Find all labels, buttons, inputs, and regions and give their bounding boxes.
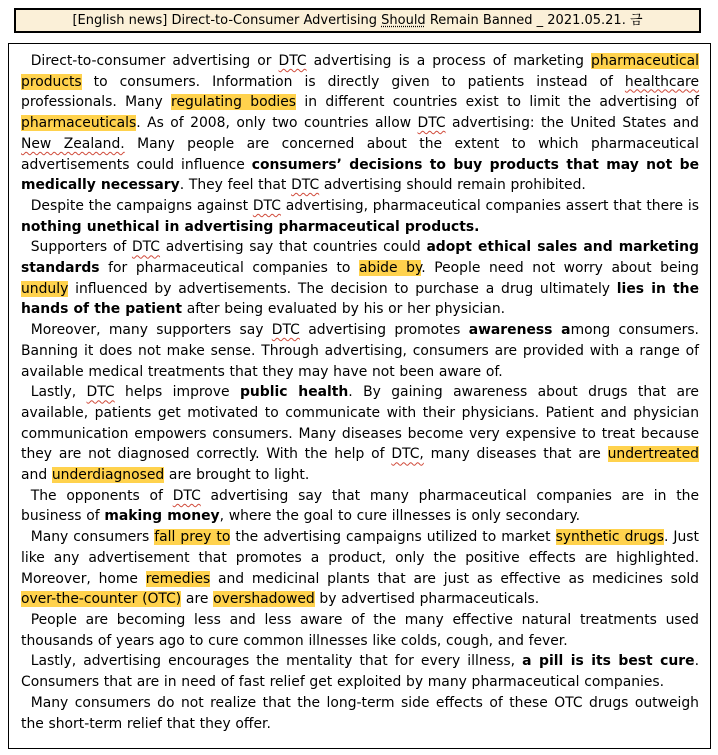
text-run: in different countries exist to limit the advertising of [296,94,699,111]
bold-phrase: nothing unethical in advertising pharmaceutical products. [21,218,480,235]
bold-phrase: making money [104,508,220,525]
text-run: , where the goal to cure illnesses is only secondary. [219,508,580,525]
paragraph [21,196,699,237]
text-run: advertising should remain prohibited. [319,177,586,194]
highlighted-term: unduly [21,280,69,297]
text-run: . As of 2008, only two countries allow [136,115,418,132]
text-run: helps improve [114,384,240,401]
highlighted-term: regulating bodies [171,94,297,111]
spellcheck-word: DTC [291,177,320,194]
highlighted-term: pharmaceuticals [21,115,137,132]
text-run: many diseases that are [423,446,608,463]
spellcheck-word: healthcare [624,73,699,90]
text-run: . Consumers that are in need of fast relief get exploited by many pharmaceutical companies. [21,653,699,691]
text-run: Lastly, advertising encourages the mentality that for every illness, [30,653,523,670]
highlighted-term: abide by [358,260,422,277]
text-run: to consumers. Information is directly given to patients instead of [81,73,625,90]
bold-phrase: a pill is its best cure [522,653,695,670]
title-suffix: Remain Banned _ 2021.05.21. 금 [425,13,643,28]
paragraph [21,382,699,486]
text-run: advertising, pharmaceutical companies assert that there is [280,197,699,214]
spellcheck-word: DTC [417,115,446,132]
spellcheck-word: DTC [271,322,300,339]
paragraph [21,320,699,382]
highlighted-term: remedies [145,570,211,587]
spellcheck-word: DTC [172,487,201,504]
text-run: professionals. Many [21,94,172,111]
text-run: the advertising campaigns utilized to market [230,529,556,546]
highlighted-term: fall prey to [154,529,231,546]
text-run: and [21,467,52,484]
title-underlined-word: Should [381,13,426,28]
text-run: are [181,591,214,608]
paragraph [21,693,699,734]
title-prefix: [English news] Direct-to-Consumer Advertising [72,13,382,28]
text-run: Many people are concerned about the extent to which pharmaceutical advertisements could influence [21,135,699,173]
text-run: Lastly, [30,384,87,401]
paragraph [21,486,699,527]
bold-phrase: lies in the hands of the patient [21,280,699,318]
text-run: . They feel that [179,177,292,194]
bold-phrase: adopt ethical sales and marketing standards [21,239,699,277]
bold-phrase: awareness a [468,322,571,339]
spellcheck-word: DTC [86,384,115,401]
spellcheck-word: DTC [278,53,307,69]
highlighted-term: pharmaceutical products [21,53,699,90]
text-run: Direct-to-consumer advertising or [30,53,279,69]
spellcheck-word: DTC [131,239,161,256]
text-run: Supporters of [30,239,132,256]
paragraph [21,610,699,651]
paragraph [21,51,699,196]
highlighted-term: synthetic drugs [555,529,664,546]
text-run: influenced by advertisements. The decision to purchase a drug ultimately [68,280,617,297]
article-body [8,43,711,749]
text-run: advertising: the United States and [445,115,699,132]
paragraph [21,237,699,320]
text-run: mong consumers. Banning it does not make sense. Through advertising, consumers are provided with a range of available medical treatments that they may have not been aware of. [21,322,699,380]
text-run: . Just like any advertisement that promotes a product, only the positive effects are highlighted. Moreover, home [21,529,699,587]
spellcheck-word: DTC, [391,446,424,463]
text-run: advertising say that many pharmaceutical companies are in the business of [21,487,700,525]
text-run: and medicinal plants that are just as effective as medicines sold [210,570,699,587]
text-run: Many consumers [30,529,155,546]
highlighted-term: over-the-counter (OTC) [21,591,182,608]
paragraph [21,651,699,692]
bold-phrase: public health [239,384,349,401]
spellcheck-word: New Zealand. [21,135,125,152]
text-run: Many consumers do not realize that the long-term side effects of these OTC drugs outweigh the short-term relief that they offer. [21,694,699,732]
text-run: by advertised pharmaceuticals. [314,591,540,608]
bold-phrase: consumers’ decisions to buy products that may not be medically necessary [21,156,699,194]
spellcheck-word: DTC [252,197,281,214]
highlighted-term: underdiagnosed [51,467,165,484]
text-run: after being evaluated by his or her physician. [181,301,506,318]
paragraph [21,527,699,610]
highlighted-term: overshadowed [213,591,315,608]
text-run: People are becoming less and less aware of the many effective natural treatments used thousands of years ago to cure common illnesses like colds, cough, and fever. [21,611,699,649]
text-run: . By gaining awareness about drugs that are available, patients get motivated to communicate with their physicians. Patient and physician communication empowers consumers. Many diseases become very expensive to treat because they are not diagnosed correctly. With the help of [21,384,699,463]
text-run: advertising promotes [299,322,469,339]
text-run: advertising is a process of marketing [306,53,592,69]
text-run: Moreover, many supporters say [30,322,272,339]
document-title [14,8,701,33]
text-run: for pharmaceutical companies to [99,260,359,277]
text-run: Despite the campaigns against [30,197,253,214]
text-run: advertising say that countries could [160,239,427,256]
highlighted-term: undertreated [607,446,699,463]
text-run: The opponents of [30,487,173,504]
text-run: are brought to light. [164,467,310,484]
text-run: . People need not worry about being [421,260,699,277]
